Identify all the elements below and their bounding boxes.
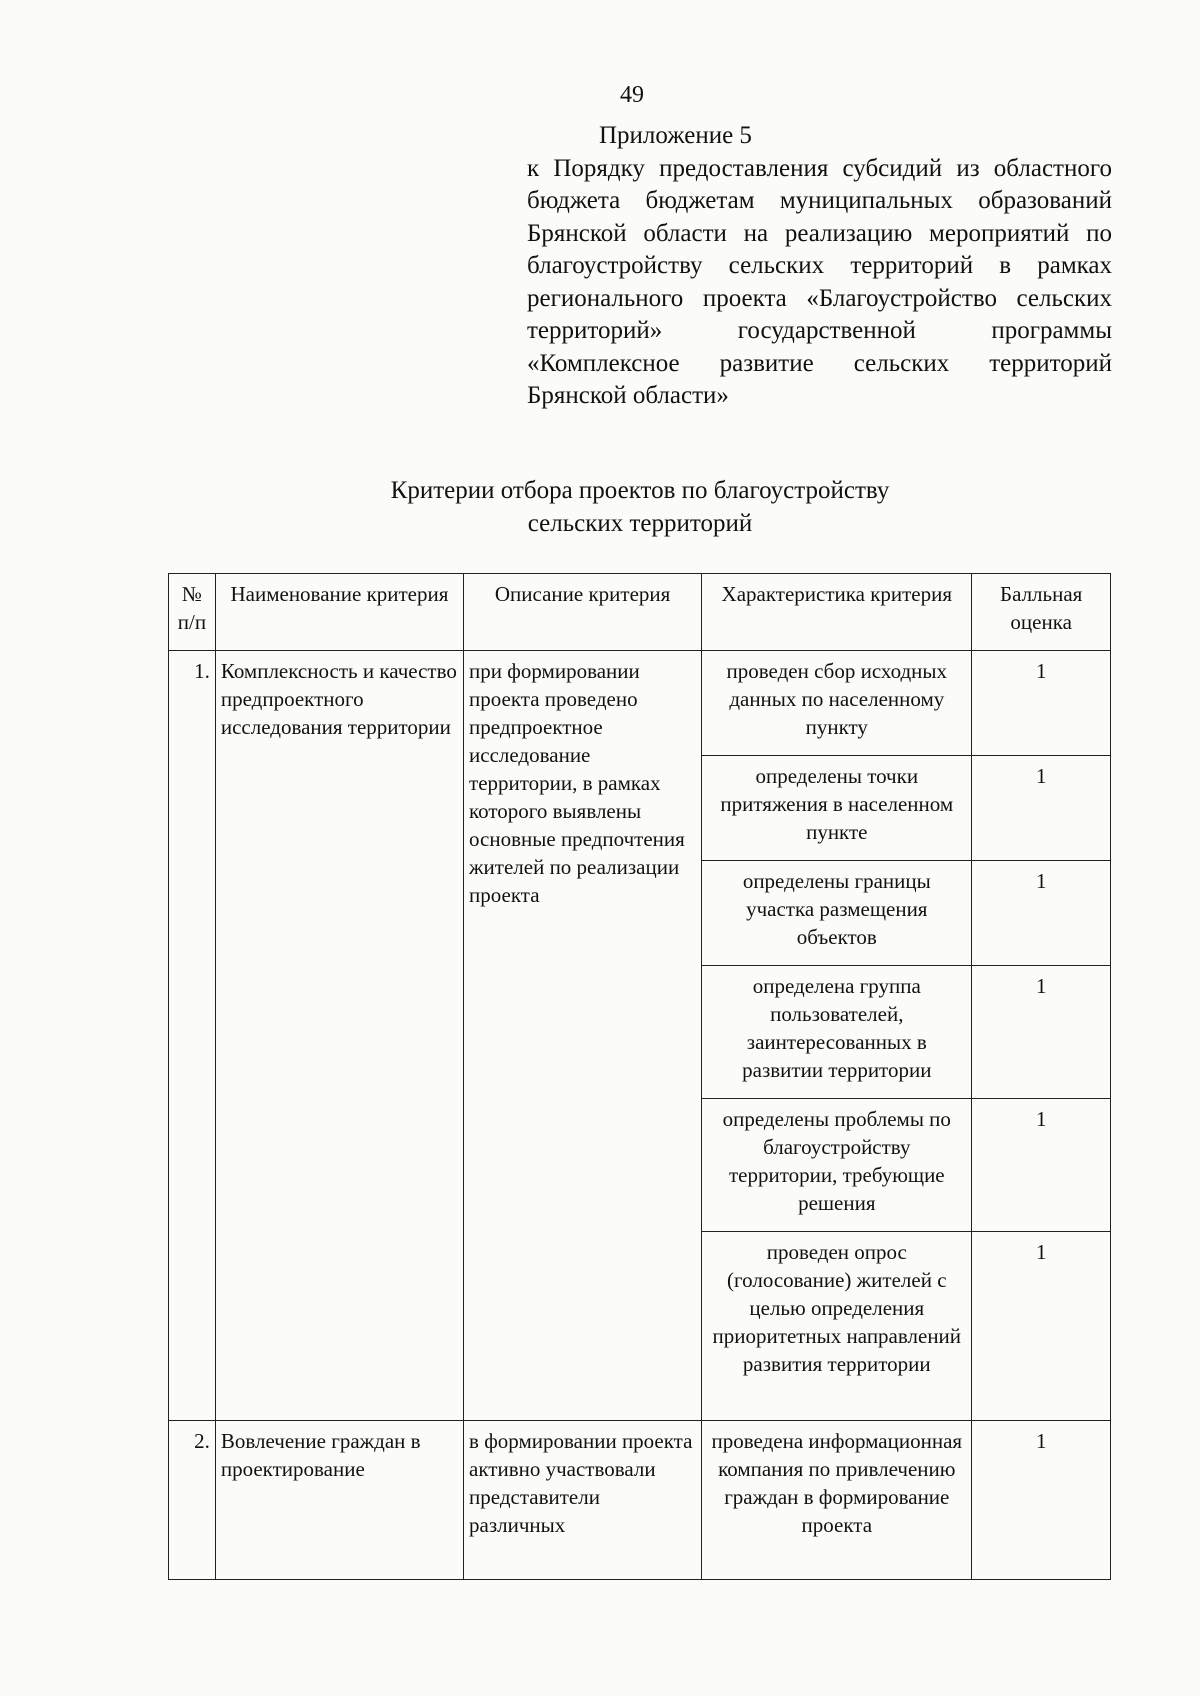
criterion-description: в формировании проекта активно участвовали представители различных xyxy=(464,1421,702,1580)
criterion-name: Вовлечение граждан в проектирование xyxy=(215,1421,463,1580)
criterion-score: 1 xyxy=(972,861,1111,966)
header-number: № п/п xyxy=(169,574,216,651)
criteria-table xyxy=(168,573,1111,1580)
row-number: 2. xyxy=(169,1421,216,1580)
row-number: 1. xyxy=(169,651,216,1421)
table-row xyxy=(169,651,1111,756)
table-header-row xyxy=(169,574,1111,651)
criterion-score: 1 xyxy=(972,966,1111,1099)
criterion-characteristic: проведен сбор исходных данных по населенному пункту xyxy=(702,651,972,756)
page-number: 49 xyxy=(620,82,644,108)
criterion-characteristic: определена группа пользователей, заинтересованных в развитии территории xyxy=(702,966,972,1099)
criterion-characteristic: определены границы участка размещения объектов xyxy=(702,861,972,966)
criterion-score: 1 xyxy=(972,1099,1111,1232)
criterion-characteristic: определены точки притяжения в населенном пункте xyxy=(702,756,972,861)
header-score: Балльная оценка xyxy=(972,574,1111,651)
appendix-text: к Порядку предоставления субсидий из областного бюджета бюджетам муниципальных образований Брянской области на реализацию мероприятий по благоустройству сельских территорий в рамках регионального проекта «Благоустройство сельских территорий» государственной программы «Комплексное развитие сельских территорий Брянской области» xyxy=(527,154,1112,409)
criterion-characteristic: проведена информационная компания по привлечению граждан в формирование проекта xyxy=(702,1421,972,1580)
criterion-score: 1 xyxy=(972,756,1111,861)
header-characteristic: Характеристика критерия xyxy=(702,574,972,651)
criterion-characteristic: определены проблемы по благоустройству территории, требующие решения xyxy=(702,1099,972,1232)
appendix-title: Приложение 5 xyxy=(599,122,752,149)
criterion-score: 1 xyxy=(972,1421,1111,1580)
appendix-block xyxy=(527,120,1112,413)
document-title xyxy=(300,474,980,540)
document-title-line1: Критерии отбора проектов по благоустройству xyxy=(390,477,890,504)
header-name: Наименование критерия xyxy=(215,574,463,651)
criterion-characteristic: проведен опрос (голосование) жителей с целью определения приоритетных направлений развития территории xyxy=(702,1232,972,1421)
criterion-score: 1 xyxy=(972,651,1111,756)
criterion-score: 1 xyxy=(972,1232,1111,1421)
document-title-line2: сельских территорий xyxy=(527,510,753,537)
table-row xyxy=(169,1421,1111,1580)
criterion-name: Комплексность и качество предпроектного исследования территории xyxy=(215,651,463,1421)
header-description: Описание критерия xyxy=(464,574,702,651)
criterion-description: при формировании проекта проведено предпроектное исследование территории, в рамках которого выявлены основные предпочтения жителей по реализации проекта xyxy=(464,651,702,1421)
